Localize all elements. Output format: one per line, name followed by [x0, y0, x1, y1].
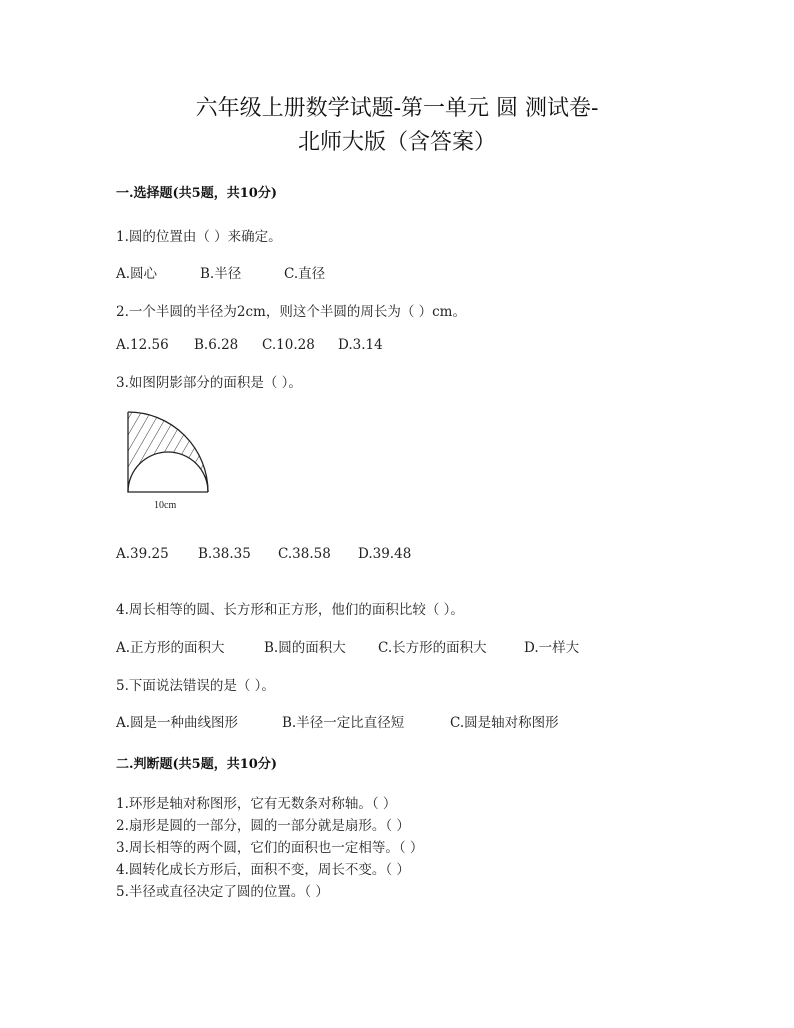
option-a: A.圆心 [116, 266, 158, 282]
option-a: A.39.25 [116, 546, 169, 562]
judgment-item-4: 4.圆转化成长方形后，面积不变，周长不变。（ ） [116, 862, 410, 878]
option-c: C.圆是轴对称图形 [450, 715, 559, 731]
question-3-text: 3.如图阴影部分的面积是（ ）。 [116, 375, 302, 391]
section-2-heading: 二.判断题(共5题，共10分) [116, 757, 277, 772]
figure-label: 10cm [154, 500, 177, 511]
judgment-item-5: 5.半径或直径决定了圆的位置。（ ） [116, 884, 329, 900]
option-b: B.6.28 [194, 337, 239, 353]
judgment-item-3: 3.周长相等的两个圆，它们的面积也一定相等。（ ） [116, 840, 424, 856]
question-5-text: 5.下面说法错误的是（ ）。 [116, 678, 275, 694]
option-b: B.38.35 [198, 546, 251, 562]
option-a: A.圆是一种曲线图形 [116, 715, 239, 731]
option-b: B.半径 [200, 266, 242, 282]
question-4-text: 4.周长相等的圆、长方形和正方形，他们的面积比较（ ）。 [116, 602, 464, 618]
question-1-text: 1.圆的位置由（ ）来确定。 [116, 229, 282, 245]
option-c: C.长方形的面积大 [378, 640, 487, 656]
figure-svg [118, 404, 228, 516]
option-b: B.半径一定比直径短 [282, 715, 405, 731]
option-d: D.39.48 [358, 546, 412, 562]
option-d: D.3.14 [338, 337, 383, 353]
option-c: C.10.28 [262, 337, 315, 353]
option-c: C.38.58 [278, 546, 331, 562]
option-a: A.12.56 [116, 337, 169, 353]
option-d: D.一样大 [524, 640, 580, 656]
question-2-text: 2.一个半圆的半径为2cm，则这个半圆的周长为（ ）cm。 [116, 304, 466, 320]
shaded-quarter-circle-figure [118, 404, 228, 516]
option-c: C.直径 [284, 266, 326, 282]
judgment-item-1: 1.环形是轴对称图形，它有无数条对称轴。（ ） [116, 796, 397, 812]
judgment-item-2: 2.扇形是圆的一部分，圆的一部分就是扇形。（ ） [116, 818, 410, 834]
section-1-heading: 一.选择题(共5题，共10分) [116, 186, 277, 201]
option-b: B.圆的面积大 [264, 640, 346, 656]
option-a: A.正方形的面积大 [116, 640, 225, 656]
document-title-line-1: 六年级上册数学试题-第一单元 圆 测试卷- [195, 96, 599, 121]
document-title-line-2: 北师大版（含答案） [297, 130, 496, 155]
